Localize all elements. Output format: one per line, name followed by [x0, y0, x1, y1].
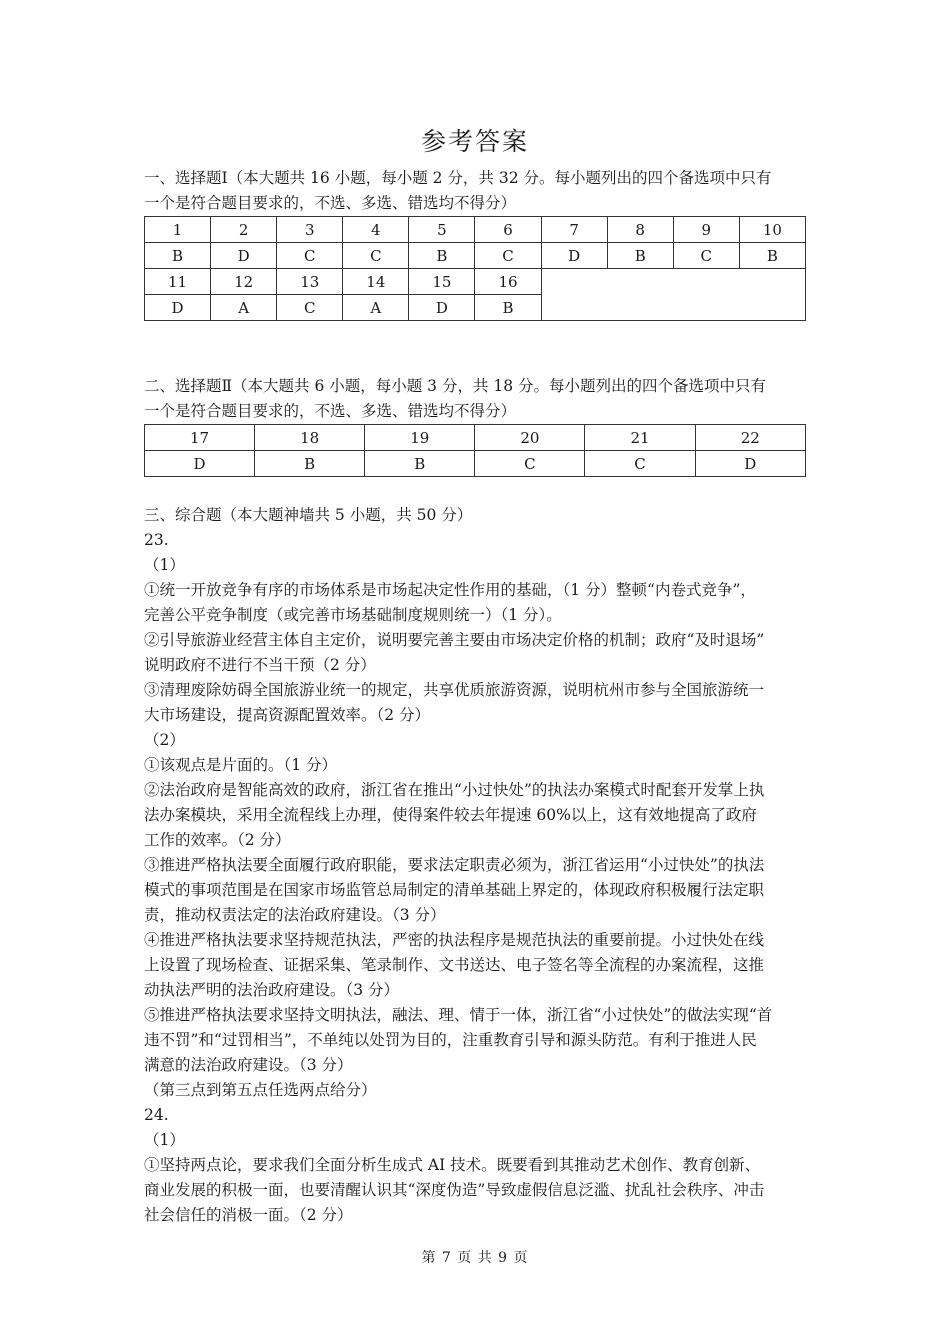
answer-cell: C — [475, 243, 541, 269]
table-row — [145, 451, 806, 477]
text-line: 动执法严明的法治政府建设。（3 分） — [144, 981, 400, 999]
text-line: ④推进严格执法要求坚持规范执法，严密的执法程序是规范执法的重要前提。小过快处在线 — [144, 931, 765, 949]
answer-cell: C — [343, 243, 409, 269]
text-line: 商业发展的积极一面，也要清醒认识其“深度伪造”导致虚假信息泛滥、扰乱社会秩序、冲击 — [144, 1181, 765, 1199]
answer-cell: D — [145, 295, 211, 321]
subquestion-label: （1） — [144, 1131, 185, 1149]
question-number: 17 — [145, 425, 255, 451]
answer-cell: A — [211, 295, 277, 321]
question-number: 4 — [343, 217, 409, 243]
text-line: ②法治政府是智能高效的政府，浙江省在推出“小过快处”的执法办案模式时配套开发掌上执 — [144, 781, 765, 799]
section3-heading: 三、综合题（本大题神墙共 5 小题，共 50 分） — [144, 506, 473, 524]
answer-cell: B — [255, 451, 365, 477]
question-label: 23. — [144, 531, 169, 549]
answer-cell: B — [365, 451, 475, 477]
text-line: ③推进严格执法要全面履行政府职能，要求法定职责必须为，浙江省运用“小过快处”的执法 — [144, 856, 765, 874]
text-line: ①坚持两点论，要求我们全面分析生成式 AI 技术。既要看到其推动艺术创作、教育创新、 — [144, 1156, 761, 1174]
answer-cell: B — [145, 243, 211, 269]
answer-cell: A — [343, 295, 409, 321]
answer-cell: B — [475, 295, 541, 321]
text-line: 大市场建设，提高资源配置效率。（2 分） — [144, 706, 431, 724]
answer-cell: B — [409, 243, 475, 269]
text-line: 一个是符合题目要求的，不选、多选、错选均不得分） — [144, 194, 517, 212]
question-number: 15 — [409, 269, 475, 295]
text-line: ⑤推进严格执法要求坚持文明执法，融法、理、情于一体，浙江省“小过快处”的做法实现“首 — [144, 1006, 773, 1024]
question-number: 21 — [585, 425, 695, 451]
question-number: 16 — [475, 269, 541, 295]
text-line: 模式的事项范围是在国家市场监管总局制定的清单基础上界定的，体现政府积极履行法定职 — [144, 881, 765, 899]
question-number: 20 — [475, 425, 585, 451]
answer-cell: D — [145, 451, 255, 477]
question-number: 8 — [607, 217, 673, 243]
empty-merged-cell — [541, 269, 805, 321]
question-number: 18 — [255, 425, 365, 451]
question-number: 7 — [541, 217, 607, 243]
text-line: 责，推动权责法定的法治政府建设。（3 分） — [144, 906, 446, 924]
subquestion-label: （2） — [144, 731, 185, 749]
answer-cell: B — [739, 243, 805, 269]
answer-cell: C — [475, 451, 585, 477]
answer-cell: D — [695, 451, 805, 477]
text-line: 一个是符合题目要求的，不选、多选、错选均不得分） — [144, 402, 517, 420]
text-line: 社会信任的消极一面。（2 分） — [144, 1206, 353, 1224]
question-number: 13 — [277, 269, 343, 295]
answer-cell: D — [541, 243, 607, 269]
text-line: 完善公平竞争制度（或完善市场基础制度规则统一）（1 分）。 — [144, 606, 562, 624]
question-number: 5 — [409, 217, 475, 243]
subquestion-label: （1） — [144, 556, 185, 574]
table-row — [145, 269, 806, 295]
page-title: 参考答案 — [420, 127, 529, 156]
answer-cell: D — [211, 243, 277, 269]
text-line: 违不罚”和“过罚相当”，不单纯以处罚为目的，注重教育引导和源头防范。有利于推进人民 — [144, 1031, 757, 1049]
question-number: 19 — [365, 425, 475, 451]
section2-heading — [144, 374, 808, 424]
answer-cell: D — [409, 295, 475, 321]
text-line: 说明政府不进行不当干预（2 分） — [144, 656, 376, 674]
text-line: 法办案模块，采用全流程线上办理，使得案件较去年提速 60%以上，这有效地提高了政府 — [144, 806, 757, 824]
text-line: 满意的法治政府建设。（3 分） — [144, 1056, 353, 1074]
question-number: 11 — [145, 269, 211, 295]
answer-cell: C — [277, 295, 343, 321]
text-line: 工作的效率。（2 分） — [144, 831, 291, 849]
question-label: 24. — [144, 1106, 169, 1124]
section1-answer-table — [144, 216, 806, 321]
page-footer: 第 7 页 共 9 页 — [421, 1250, 529, 1266]
table-row — [145, 243, 806, 269]
text-line: ②引导旅游业经营主体自主定价，说明要完善主要由市场决定价格的机制；政府“及时退场” — [144, 631, 765, 649]
text-line: 一、选择题Ⅰ（本大题共 16 小题，每小题 2 分，共 32 分。每小题列出的四个备选项中只有 — [144, 169, 772, 187]
question-number: 10 — [739, 217, 805, 243]
question-number: 2 — [211, 217, 277, 243]
answer-cell: C — [673, 243, 739, 269]
question-number: 1 — [145, 217, 211, 243]
text-line: ①统一开放竞争有序的市场体系是市场起决定性作用的基础，（1 分）整顿“内卷式竞争”， — [144, 581, 756, 599]
section2-answer-table — [144, 424, 806, 477]
question-number: 12 — [211, 269, 277, 295]
answer-cell: C — [585, 451, 695, 477]
question-number: 22 — [695, 425, 805, 451]
text-line: ③清理废除妨碍全国旅游业统一的规定，共享优质旅游资源，说明杭州市参与全国旅游统一 — [144, 681, 765, 699]
section1-heading — [144, 166, 808, 216]
table-row — [145, 217, 806, 243]
text-line: 上设置了现场检查、证据采集、笔录制作、文书送达、电子签名等全流程的办案流程，这推 — [144, 956, 765, 974]
question-number: 9 — [673, 217, 739, 243]
answer-cell: B — [607, 243, 673, 269]
answer-cell: C — [277, 243, 343, 269]
section3-body — [144, 503, 808, 1228]
text-line: ①该观点是片面的。（1 分） — [144, 756, 338, 774]
question-number: 6 — [475, 217, 541, 243]
question-number: 14 — [343, 269, 409, 295]
table-row — [145, 425, 806, 451]
text-line: （第三点到第五点任选两点给分） — [144, 1081, 377, 1099]
text-line: 二、选择题Ⅱ（本大题共 6 小题，每小题 3 分，共 18 分。每小题列出的四个备选项中只有 — [144, 377, 767, 395]
question-number: 3 — [277, 217, 343, 243]
